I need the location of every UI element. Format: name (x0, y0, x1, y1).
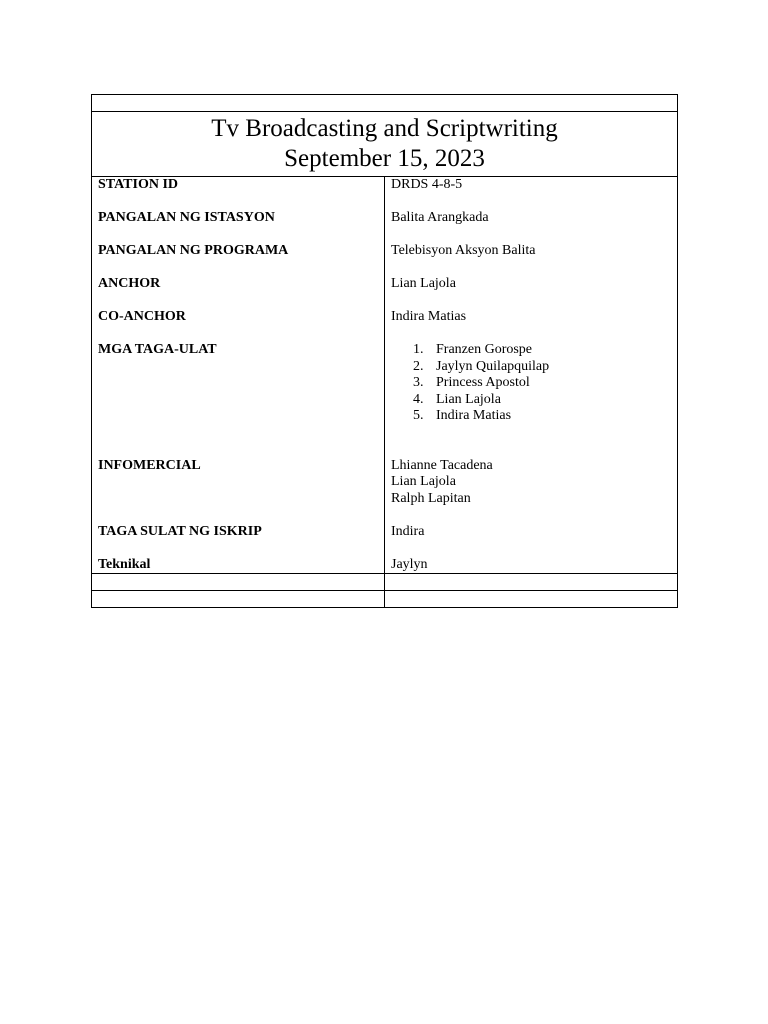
details-row (92, 177, 678, 574)
label-station-name: PANGALAN NG ISTASYON (98, 210, 275, 225)
label-script-writer: TAGA SULAT NG ISKRIP (98, 523, 262, 539)
label-station-id: STATION ID (98, 177, 179, 192)
label-co-anchor: CO-ANCHOR (98, 309, 186, 324)
value-anchor: Lian Lajola (391, 276, 456, 291)
value-script-writer: Indira (391, 523, 425, 539)
list-item: 3. Princess Apostol (413, 375, 530, 390)
list-item: 5. Indira Matias (413, 408, 512, 423)
empty-row-2 (92, 591, 678, 608)
empty-cell (92, 574, 385, 591)
broadcast-info-table (91, 94, 678, 608)
infomercial-name: Lian Lajola (391, 474, 456, 489)
label-infomercial: INFOMERCIAL (98, 457, 201, 473)
value-program-name: Telebisyon Aksyon Balita (391, 243, 536, 258)
infomercial-name: Lhianne Tacadena (391, 457, 493, 473)
empty-cell (385, 574, 678, 591)
top-empty-cell (92, 95, 678, 112)
title-row (92, 112, 678, 177)
document-date: September 15, 2023 (284, 145, 485, 172)
label-reporters: MGA TAGA-ULAT (98, 342, 217, 357)
value-station-name: Balita Arangkada (391, 210, 489, 225)
label-program-name: PANGALAN NG PROGRAMA (98, 243, 289, 258)
label-technical: Teknikal (98, 556, 151, 572)
empty-row-1 (92, 574, 678, 591)
label-anchor: ANCHOR (98, 276, 161, 291)
value-station-id: DRDS 4-8-5 (391, 177, 463, 192)
reporters-list (391, 342, 677, 425)
list-item: 1. Franzen Gorospe (413, 342, 533, 357)
empty-cell (385, 591, 678, 608)
list-item: 2. Jaylyn Quilapquilap (413, 358, 550, 374)
infomercial-name: Ralph Lapitan (391, 490, 471, 506)
top-empty-row (92, 95, 678, 112)
values-cell (385, 177, 678, 574)
value-technical: Jaylyn (391, 556, 428, 572)
document-title: Tv Broadcasting and Scriptwriting (211, 115, 558, 142)
empty-cell (92, 591, 385, 608)
labels-cell (92, 177, 385, 574)
value-co-anchor: Indira Matias (391, 309, 467, 324)
title-cell (92, 112, 678, 177)
list-item: 4. Lian Lajola (413, 391, 501, 407)
